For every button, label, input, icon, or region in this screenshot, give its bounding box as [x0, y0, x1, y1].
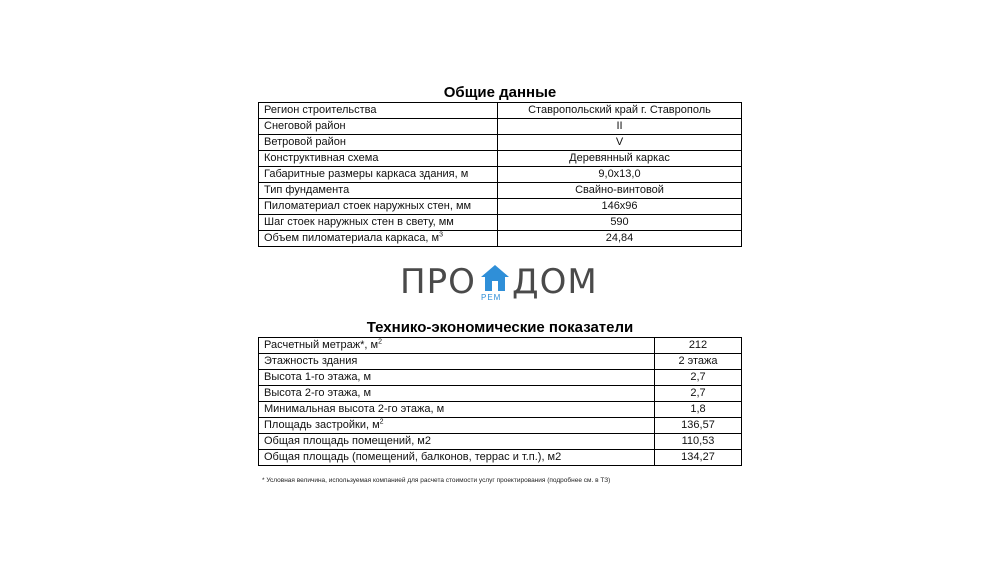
indicators-label: Общая площадь помещений, м2 [264, 435, 431, 447]
general-data-label-cell [259, 215, 498, 231]
indicators-row [259, 338, 742, 354]
indicators-label-superscript: 2 [379, 418, 384, 426]
general-data-label: Тип фундамента [264, 184, 350, 196]
indicators-value: 2,7 [655, 386, 742, 402]
general-data-value: 9,0x13,0 [498, 167, 742, 183]
general-data-value: II [498, 119, 742, 135]
general-data-label: Пиломатериал стоек наружных стен, мм [264, 200, 472, 212]
house-icon [478, 262, 512, 296]
general-data-row [259, 119, 742, 135]
indicators-row [259, 354, 742, 370]
indicators-label-cell [259, 386, 655, 402]
general-data-label-cell [259, 119, 498, 135]
logo-text-right: ДОМ [512, 262, 598, 302]
general-data-label-cell [259, 151, 498, 167]
indicators-row [259, 434, 742, 450]
indicators-label: Высота 2-го этажа, м [264, 387, 372, 399]
indicators-row [259, 418, 742, 434]
footnote: * Условная величина, используемая компанией для расчета стоимости услуг проектирования (подробнее см. в ТЗ) [262, 477, 611, 484]
general-data-label: Ветровой район [264, 136, 346, 148]
indicators-label-cell [259, 402, 655, 418]
general-data-row [259, 231, 742, 247]
general-data-label-cell [259, 167, 498, 183]
general-data-value: 146x96 [498, 199, 742, 215]
indicators-label: Общая площадь (помещений, балконов, террас и т.п.), м2 [264, 451, 562, 463]
indicators-table-body [259, 338, 742, 466]
indicators-value: 2 этажа [655, 354, 742, 370]
indicators-table [258, 337, 742, 466]
general-data-label: Объем пиломатериала каркаса, м [264, 232, 440, 244]
general-data-label-cell [259, 199, 498, 215]
logo-text-left: ПРО [400, 262, 476, 302]
indicators-row [259, 386, 742, 402]
indicators-label: Высота 1-го этажа, м [264, 371, 372, 383]
general-data-label-cell [259, 103, 498, 119]
general-data-label-cell [259, 183, 498, 199]
indicators-value: 134,27 [655, 450, 742, 466]
logo-subtext: РЕМ [481, 293, 502, 302]
general-data-label: Шаг стоек наружных стен в свету, мм [264, 216, 454, 228]
general-data-row [259, 135, 742, 151]
indicators-label: Этажность здания [264, 355, 358, 367]
general-data-value: 24,84 [498, 231, 742, 247]
general-data-label-superscript: 3 [439, 231, 443, 239]
indicators-title: Технико-экономические показатели [366, 319, 634, 336]
general-data-title: Общие данные [443, 84, 557, 101]
general-data-label-cell [259, 231, 498, 247]
indicators-label: Расчетный метраж*, м [264, 339, 379, 351]
general-data-table-body [259, 103, 742, 247]
general-data-label: Регион строительства [264, 104, 377, 116]
indicators-label-cell [259, 450, 655, 466]
general-data-label-cell [259, 135, 498, 151]
general-data-value: 590 [498, 215, 742, 231]
indicators-row [259, 450, 742, 466]
indicators-label-cell [259, 354, 655, 370]
indicators-row [259, 402, 742, 418]
indicators-label-cell [259, 418, 655, 434]
indicators-value: 1,8 [655, 402, 742, 418]
general-data-value: Ставропольский край г. Ставрополь [498, 103, 742, 119]
indicators-label: Площадь застройки, м [264, 419, 380, 431]
indicators-label-superscript: 2 [378, 338, 382, 346]
indicators-label-cell [259, 434, 655, 450]
general-data-row [259, 215, 742, 231]
indicators-value: 110,53 [655, 434, 742, 450]
general-data-label: Снеговой район [264, 120, 346, 132]
indicators-value: 136,57 [655, 418, 742, 434]
indicators-label: Минимальная высота 2-го этажа, м [264, 403, 445, 415]
indicators-value: 212 [655, 338, 742, 354]
general-data-row [259, 151, 742, 167]
general-data-table [258, 102, 742, 247]
general-data-label: Габаритные размеры каркаса здания, м [264, 168, 469, 180]
general-data-row [259, 183, 742, 199]
prodom-logo [400, 262, 600, 304]
general-data-label: Конструктивная схема [264, 152, 379, 164]
general-data-value: Деревянный каркас [498, 151, 742, 167]
general-data-value: Свайно-винтовой [498, 183, 742, 199]
indicators-label-cell [259, 370, 655, 386]
indicators-label-cell [259, 338, 655, 354]
general-data-value: V [498, 135, 742, 151]
indicators-value: 2,7 [655, 370, 742, 386]
indicators-row [259, 370, 742, 386]
general-data-row [259, 199, 742, 215]
general-data-row [259, 103, 742, 119]
general-data-row [259, 167, 742, 183]
